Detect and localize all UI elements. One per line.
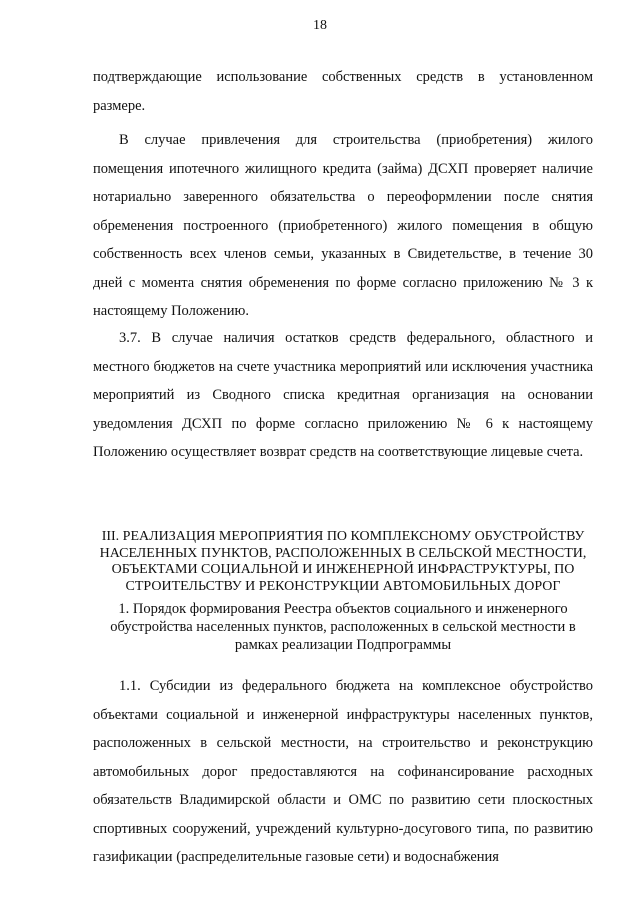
paragraph-1-1 (93, 672, 593, 872)
subsection-heading: 1. Порядок формирования Реестра объектов социального и инженерного обустройства населенных пунктов, расположенных в сельской местности в рамках реализации Подпрограммы (110, 601, 576, 653)
paragraph-continuation (93, 63, 593, 120)
paragraph-text: 1.1. Субсидии из федерального бюджета на комплексное обустройство объектами социальной и инженерной инфраструктуры населенных пунктов, расположенных в сельской местности, на строительство и реконструкцию автомобильных дорог предоставляются на софинансирование расходных обязательств Владимирской области и ОМС по развитию сети плоскостных спортивных сооружений, учреждений культурно-досугового типа, по развитию газификации (распределительные газовые сети) и водоснабжения (93, 678, 593, 865)
paragraph-3-7 (93, 324, 593, 467)
paragraph-text: 3.7. В случае наличия остатков средств федерального, областного и местного бюджетов на счете участника мероприятий или исключения участника мероприятий из Сводного списка кредитная организация на основании уведомления ДСХП по форме согласно приложению № 6 к настоящему Положению осуществляет возврат средств на соответствующие лицевые счета. (93, 330, 593, 460)
section-heading: III. РЕАЛИЗАЦИЯ МЕРОПРИЯТИЯ ПО КОМПЛЕКСНОМУ ОБУСТРОЙСТВУ НАСЕЛЕННЫХ ПУНКТОВ, РАСПОЛОЖЕННЫХ В СЕЛЬСКОЙ МЕСТНОСТИ, ОБЪЕКТАМИ СОЦИАЛЬНОЙ И ИНЖЕНЕРНОЙ ИНФРАСТРУКТУРЫ, ПО СТРОИТЕЛЬСТВУ И РЕКОНСТРУКЦИИ АВТОМОБИЛЬНЫХ ДОРОГ (99, 529, 587, 594)
paragraph-mortgage-check (93, 126, 593, 326)
paragraph-text: подтверждающие использование собственных средств в установленном размере. (93, 69, 593, 114)
paragraph-text: В случае привлечения для строительства (приобретения) жилого помещения ипотечного жилищного кредита (займа) ДСХП проверяет наличие нотариально заверенного обязательства о переоформлении после снятия обременения построенного (приобретенного) жилого помещения в общую собственность всех членов семьи, указанных в Свидетельстве, в течение 30 дней с момента снятия обременения по форме согласно приложению № 3 к настоящему Положению. (93, 132, 593, 319)
page-number: 18 (313, 18, 327, 33)
